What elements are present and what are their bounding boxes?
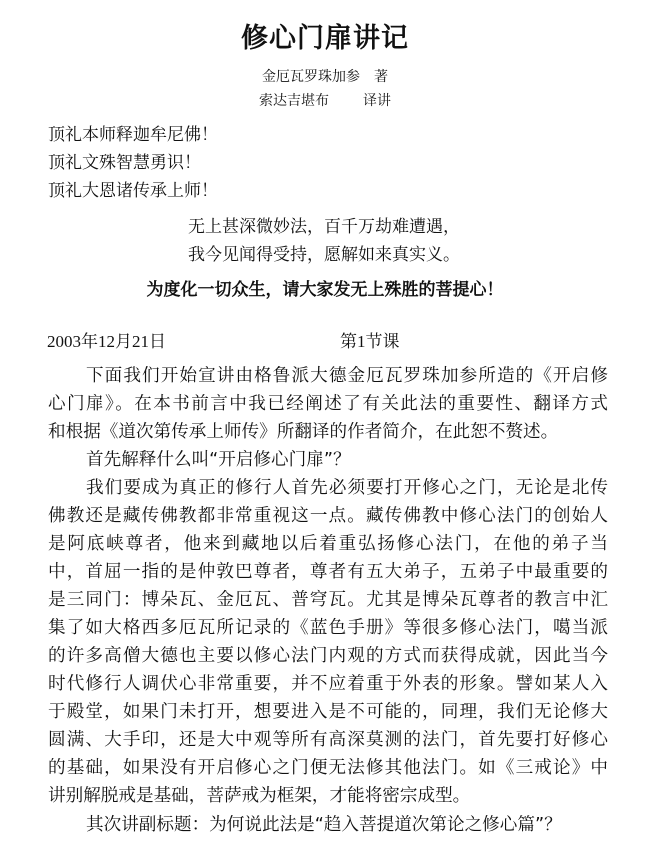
- body-line: 于殿堂，如果门未打开，想要进入是不可能的，同理，我们无论修大: [48, 702, 608, 722]
- body-line: 中，首屈一指的是仲敦巴尊者，尊者有五大弟子，五弟子中最重要的: [48, 562, 608, 582]
- body-line: 心门扉》。在本书前言中我已经阐述了有关此法的重要性、翻译方式: [48, 394, 608, 414]
- lesson-date: 2003年12月21日: [47, 332, 166, 351]
- homage-line: 顶礼本师释迦牟尼佛！: [48, 125, 218, 145]
- author-name: 金厄瓦罗珠加参: [262, 69, 360, 85]
- body-line: 集了如大格西多厄瓦所记录的《蓝色手册》等很多修心法门，噶当派: [48, 618, 608, 638]
- body-line: 其次讲副标题：为何说此法是“趋入菩提道次第论之修心篇”？: [86, 815, 562, 835]
- author-line: [0, 66, 650, 86]
- bodhicitta-exhortation: 为度化一切众生，请大家发无上殊胜的菩提心！: [146, 280, 504, 300]
- verse-line: 无上甚深微妙法，百千万劫难遭遇，: [188, 217, 460, 237]
- body-line: 时代修行人调伏心非常重要，并不应着重于外表的形象。譬如某人入: [48, 674, 608, 694]
- author-role: 著: [374, 69, 388, 85]
- lesson-number: 第1节课: [340, 332, 400, 351]
- homage-line: 顶礼文殊智慧勇识！: [48, 153, 201, 173]
- body-line: 的基础，如果没有开启修心之门便无法修其他法门。如《三戒论》中: [48, 758, 608, 778]
- body-line: 我们要成为真正的修行人首先必须要打开修心之门，无论是北传: [86, 478, 608, 498]
- body-line: 的许多高僧大德也主要以修心法门内观的方式而获得成就，因此当今: [48, 646, 608, 666]
- body-line: 讲别解脱戒是基础，菩萨戒为框架，才能将密宗成型。: [48, 786, 471, 806]
- document-title: 修心门扉讲记: [241, 23, 409, 54]
- body-line: 是三同门：博朵瓦、金厄瓦、普穹瓦。尤其是博朵瓦尊者的教言中汇: [48, 590, 608, 610]
- translator-line: [0, 90, 650, 110]
- translator-name: 索达吉堪布: [259, 93, 329, 109]
- homage-line: 顶礼大恩诸传承上师！: [48, 181, 218, 201]
- body-line: 是阿底峡尊者，他来到藏地以后着重弘扬修心法门，在他的弟子当: [48, 534, 608, 554]
- translator-role: 译讲: [363, 93, 391, 109]
- body-line: 首先解释什么叫“开启修心门扉”？: [86, 450, 351, 470]
- body-line: 佛教还是藏传佛教都非常重视这一点。藏传佛教中修心法门的创始人: [48, 506, 608, 526]
- body-line: 下面我们开始宣讲由格鲁派大德金厄瓦罗珠加参所造的《开启修: [86, 366, 608, 386]
- body-line: 和根据《道次第传承上师传》所翻译的作者简介，在此恕不赘述。: [48, 422, 559, 442]
- body-line: 圆满、大手印，还是大中观等所有高深莫测的法门，首先要打好修心: [48, 730, 608, 750]
- verse-line: 我今见闻得受持，愿解如来真实义。: [188, 245, 460, 265]
